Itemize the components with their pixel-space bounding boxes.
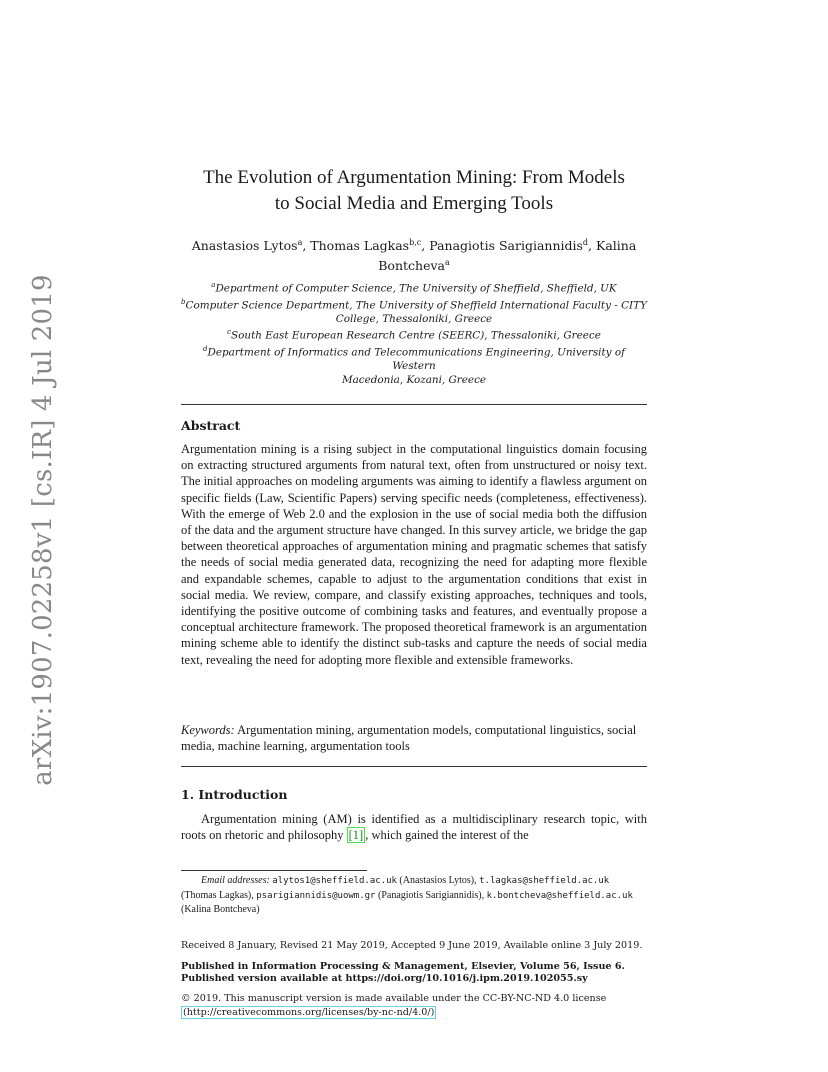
affil-text: South East European Research Centre (SEERC), Thessaloniki, Greece — [231, 329, 601, 342]
keywords — [181, 722, 647, 754]
email-address[interactable]: alytos1@sheffield.ac.uk — [272, 876, 397, 886]
title-line-2: to Social Media and Emerging Tools — [274, 193, 554, 214]
authors-line-1: Anastasios Lytos$^a$, Thomas Lagkas$^{b,c}$, Panagiotis Sarigiannidis$^d$, Kalina — [191, 238, 637, 254]
abstract-body: Argumentation mining is a rising subject in the computational linguistics domain focusing on extracting structured arguments from natural text, often from unstructured or noisy text. The initial approaches on modeling arguments was aiming to identify a flawless argument on specific fields (Law, Scientific Papers) serving specific needs (completeness, effectiveness). With the emerge of Web 2.0 and the explosion in the use of social media both the diffusion of the data and the argument structure have changed. In this survey article, we bridge the gap between theoretical approaches of argumentation mining and pragmatic schemes that satisfy the needs of social media generated data, recognizing the need for adapting more flexible and expandable schemes, capable to adjust to the argumentation conditions that exist in social media. We review, compare, and classify existing approaches, techniques and tools, identifying the positive outcome of combining tasks and features, and eventually propose a conceptual architecture framework. The proposed theoretical framework is an argumentation mining scheme able to identify the distinct sub-tasks and capture the needs of social media text, revealing the need for adopting more flexible and extensible frameworks. — [181, 442, 647, 667]
email-owner: (Kalina Bontcheva) — [181, 904, 260, 916]
abstract-bottom-rule — [181, 766, 647, 767]
paper-title — [181, 165, 647, 217]
received-dates: Received 8 January, Revised 21 May 2019, Accepted 9 June 2019, Available online 3 July 2019. — [181, 940, 643, 951]
title-line-1: The Evolution of Argumentation Mining: From Models — [203, 167, 625, 188]
license-url: http://creativecommons.org/licenses/by-nc-nd/4.0/ — [186, 1007, 431, 1018]
license-link[interactable] — [181, 1006, 436, 1019]
author-list — [181, 234, 647, 274]
license-notice — [181, 992, 647, 1020]
paren-open: ( — [183, 1007, 187, 1018]
author-name: Panagiotis Sarigiannidis — [429, 238, 583, 254]
affiliation-d-cont: Macedonia, Kozani, Greece — [341, 373, 487, 386]
affil-mark: b — [181, 297, 186, 306]
abstract-top-rule — [181, 404, 647, 405]
published-in: Published in Information Processing & Management, Elsevier, Volume 56, Issue 6. — [181, 961, 625, 972]
intro-text-end: , which gained the interest of the — [365, 828, 529, 843]
paren-close: ) — [430, 1007, 435, 1018]
author-affil-mark: b,c — [409, 238, 422, 247]
affiliation-b-cont: College, Thessaloniki, Greece — [335, 312, 493, 325]
affil-text: Department of Computer Science, The University of Sheffield, Sheffield, UK — [215, 282, 617, 295]
affiliations — [181, 279, 647, 387]
email-address[interactable]: k.bontcheva@sheffield.ac.uk — [486, 890, 633, 901]
affil-mark: c — [227, 328, 231, 337]
affil-text: Department of Informatics and Telecommunications Engineering, University of Western — [207, 346, 625, 373]
email-owner: (Panagiotis Sarigiannidis), — [377, 889, 485, 901]
author-affil-mark: a — [297, 238, 303, 247]
arxiv-identifier: arXiv:1907.02258v1 [cs.IR] 4 Jul 2019 — [28, 274, 58, 786]
keywords-label: Keywords: — [181, 723, 235, 737]
email-address[interactable]: t.lagkas@sheffield.ac.uk — [479, 876, 610, 886]
publication-info — [181, 940, 647, 985]
author-affil-mark: a — [444, 258, 450, 268]
author-name: Thomas Lagkas — [310, 238, 410, 254]
affil-text: Computer Science Department, The University of Sheffield International Faculty - CITY — [185, 299, 647, 312]
author-name: Kalina — [596, 238, 637, 254]
email-owner: (Anastasios Lytos), — [399, 875, 477, 886]
affiliation-d — [181, 343, 647, 373]
email-label: Email addresses: — [201, 875, 270, 886]
affil-mark: d — [203, 345, 208, 354]
published-version: Published version available at https://doi.org/10.1016/j.ipm.2019.102055.sy — [181, 973, 588, 984]
affiliation-a — [181, 279, 647, 296]
license-url-line — [181, 1006, 647, 1020]
email-footnote — [181, 874, 647, 917]
keywords-text: Argumentation mining, argumentation models, computational linguistics, social media, machine learning, argumentation tools — [181, 723, 637, 754]
author-affil-mark: d — [582, 238, 589, 247]
section-heading-introduction: 1. Introduction — [181, 787, 288, 802]
email-owner: (Thomas Lagkas), — [181, 889, 254, 901]
author-name: Bontcheva — [378, 258, 445, 274]
introduction-paragraph — [181, 811, 647, 843]
abstract-heading: Abstract — [181, 418, 241, 433]
affiliation-b — [181, 296, 647, 313]
license-text: © 2019. This manuscript version is made available under the CC-BY-NC-ND 4.0 license — [181, 993, 607, 1004]
affil-mark: a — [211, 281, 216, 289]
affiliation-c — [181, 326, 647, 343]
footnote-rule — [181, 870, 367, 871]
author-name: Anastasios Lytos — [191, 238, 298, 254]
intro-text-start: Argumentation mining (AM) is identified as a multidisciplinary research topic, with roots on rhetoric and philosophy — [181, 812, 647, 843]
citation-link[interactable]: [1] — [348, 828, 364, 843]
authors-line-2 — [181, 254, 647, 274]
email-address[interactable]: psarigiannidis@uowm.gr — [256, 890, 376, 901]
